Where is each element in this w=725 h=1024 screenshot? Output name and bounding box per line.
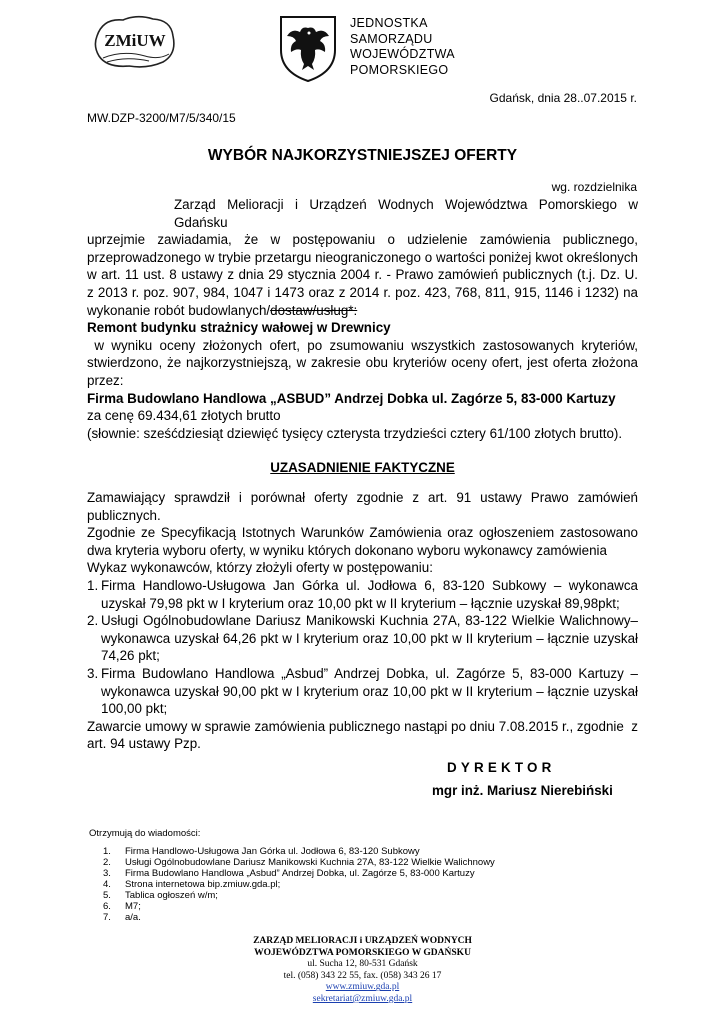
intro-line: z 2013 r. poz. 907, 984, 1047 i 1473 oraz z 2014 r. poz. 423, 768, 811, 915, 1146 i 1232) na: [87, 284, 638, 300]
recipients-list: [103, 846, 495, 923]
offer-item: [87, 577, 638, 612]
offer-line: 74,26 pkt;: [101, 648, 160, 664]
closing-line: Zawarcie umowy w sprawie zamówienia publicznego nastąpi po dniu 7.08.2015 r., zgodnie z: [87, 718, 638, 734]
intro-last-line: [87, 302, 638, 320]
intro-line: w art. 11 ust. 8 ustawy z dnia 29 stycznia 2004 r. - Prawo zamówień publicznych (t.j. Dz. U.: [87, 267, 638, 283]
footer-email-link[interactable]: sekretariat@zmiuw.gda.pl: [312, 993, 413, 1004]
justification-line: Zamawiający sprawdził i porównał oferty zgodnie z art. 91 ustawy Prawo zamówień: [87, 490, 638, 505]
footer: [0, 936, 725, 1006]
brand-text: [350, 16, 455, 78]
footer-website-link[interactable]: www.zmiuw.gda.pl: [325, 982, 400, 993]
project-name: Remont budynku strażnicy wałowej w Drewnicy: [87, 320, 391, 336]
closing-line: art. 94 ustawy Pzp.: [87, 736, 201, 752]
footer-org-line: WOJEWÓDZTWA POMORSKIEGO W GDAŃSKU: [254, 947, 471, 958]
document-date: Gdańsk, dnia 28..07.2015 r.: [489, 91, 637, 105]
footer-address: ul. Sucha 12, 80-531 Gdańsk: [307, 959, 418, 970]
recipient-text: Usługi Ogólnobudowlane Dariusz Manikowski Kuchnia 27A, 83-122 Wielkie Walichnowy: [125, 857, 495, 868]
brand-line: POMORSKIEGO: [350, 62, 449, 77]
offer-line: wykonawca uzyskał 90,00 pkt w I kryterium oraz 10,00 pkt w II kryterium – łącznie uzyskał: [101, 683, 638, 699]
justification-heading: UZASADNIENIE FAKTYCZNE: [270, 460, 455, 475]
footer-phone: tel. (058) 343 22 55, fax. (058) 343 26 17: [283, 970, 442, 981]
justification-section: [87, 489, 638, 753]
offer-line: wykonawca uzyskał 64,26 pkt w I kryterium oraz 10,00 pkt w II kryterium – łącznie uzyskał: [101, 630, 638, 646]
offer-line: Firma Handlowo-Usługowa Jan Górka ul. Jodłowa 6, 83-120 Subkowy – wykonawca: [101, 577, 638, 593]
recipients-heading: Otrzymują do wiadomości:: [89, 828, 201, 839]
justification-line: dwa kryteria wyboru oferty, w wyniku których dokonano wyboru wykonawcy zamówienia: [87, 542, 607, 558]
offer-line: Firma Budowlano Handlowa „Asbud” Andrzej Dobka, ul. Zagórze 5, 83-000 Kartuzy –: [101, 665, 638, 681]
recipient-text: M7;: [125, 901, 141, 912]
intro-line: Zarząd Melioracji i Urządzeń Wodnych Województwa Pomorskiego w Gdańsku: [174, 197, 638, 230]
recipient-text: Tablica ogłoszeń w/m;: [125, 890, 218, 901]
recipient-number: 5.: [103, 890, 111, 901]
intro-line: uprzejmie zawiadamia, że w postępowaniu o udzielenie zamówienia publicznego,: [87, 232, 638, 248]
footer-org-line: ZARZĄD MELIORACJI i URZĄDZEŃ WODNYCH: [253, 936, 472, 946]
distribution-note: wg. rozdzielnika: [551, 180, 637, 194]
offer-number: 1.: [87, 577, 99, 593]
recipient-number: 3.: [103, 868, 111, 879]
eval-last-line: przez:: [87, 372, 124, 388]
eval-line: stwierdzono, że najkorzystniejszą, w zakresie obu kryteriów oceny ofert, jest oferta złożona: [87, 355, 638, 371]
brand-line: WOJEWÓDZTWA: [350, 47, 455, 61]
intro-section: [87, 196, 638, 442]
brand-line: SAMORZĄDU: [350, 31, 433, 46]
intro-line: przeprowadzonego w trybie przetargu nieograniczonego o wartości poniżej kwot określonych: [87, 249, 638, 265]
recipient-number: 2.: [103, 857, 111, 868]
offer-number: 2.: [87, 613, 99, 629]
intro-last-prefix: wykonanie robót budowlanych/: [87, 302, 271, 318]
recipient-item: [103, 857, 495, 868]
recipient-item: [103, 846, 495, 857]
justification-line: publicznych.: [87, 507, 161, 523]
recipient-text: Strona internetowa bip.zmiuw.gda.pl;: [125, 879, 281, 890]
recipient-item: [103, 879, 495, 890]
zmiuw-logo-text: ZMiUW: [104, 31, 166, 50]
recipient-item: [103, 890, 495, 901]
struck-text: dostaw/usług*:: [270, 302, 358, 318]
offer-item: [87, 612, 638, 665]
pomorskie-coat-of-arms: [278, 14, 338, 84]
eval-line: w wyniku oceny złożonych ofert, po zsumowaniu wszystkich zastosowanych kryteriów,: [87, 337, 638, 353]
recipient-item: [103, 868, 495, 879]
recipient-item: [103, 901, 495, 912]
offer-line: uzyskał 79,98 pkt w I kryterium oraz 10,00 pkt w II kryterium – łącznie uzyskał 89,98pkt;: [101, 595, 620, 611]
offer-price: za cenę 69.434,61 złotych brutto: [87, 408, 281, 424]
signature-role: DYREKTOR: [447, 760, 556, 775]
signature-name: mgr inż. Mariusz Nierebiński: [432, 783, 613, 798]
recipient-text: Firma Handlowo-Usługowa Jan Górka ul. Jodłowa 6, 83-120 Subkowy: [125, 846, 420, 857]
offer-line: Usługi Ogólnobudowlane Dariusz Manikowski Kuchnia 27A, 83-122 Wielkie Walichnowy–: [101, 613, 638, 629]
zmiuw-logo: [93, 14, 177, 70]
recipient-number: 1.: [103, 846, 111, 857]
offer-line: 100,00 pkt;: [101, 701, 168, 717]
justification-line: Wykaz wykonawców, którzy złożyli oferty w postępowaniu:: [87, 560, 433, 576]
recipient-item: [103, 912, 495, 923]
reference-number: MW.DZP-3200/M7/5/340/15: [87, 111, 236, 125]
recipient-number: 6.: [103, 901, 111, 912]
document-title: WYBÓR NAJKORZYSTNIEJSZEJ OFERTY: [207, 147, 518, 164]
brand-line: JEDNOSTKA: [350, 16, 428, 30]
recipient-text: a/a.: [125, 912, 141, 923]
recipient-number: 4.: [103, 879, 111, 890]
recipient-text: Firma Budowlano Handlowa „Asbud” Andrzej Dobka, ul. Zagórze 5, 83-000 Kartuzy: [125, 868, 475, 879]
offer-number: 3.: [87, 665, 99, 681]
winning-offer: Firma Budowlano Handlowa „ASBUD” Andrzej Dobka ul. Zagórze 5, 83-000 Kartuzy: [87, 390, 616, 406]
justification-line: Zgodnie ze Specyfikacją Istotnych Warunków Zamówienia oraz ogłoszeniem zastosowano: [87, 525, 638, 541]
offer-price-words: (słownie: sześćdziesiąt dziewięć tysięcy czterysta trzydzieści cztery 61/100 złotych brutto).: [87, 425, 623, 441]
offer-item: [87, 665, 638, 718]
recipient-number: 7.: [103, 912, 111, 923]
